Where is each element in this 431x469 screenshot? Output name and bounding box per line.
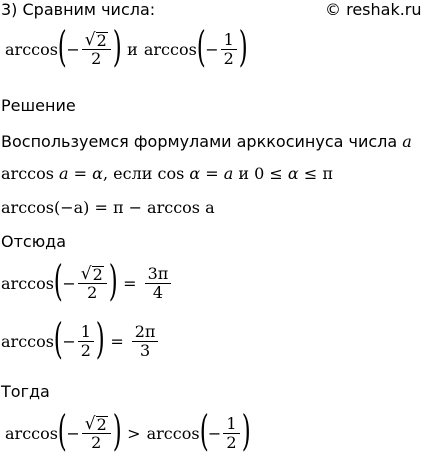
denominator: 4: [152, 282, 164, 302]
equals-sign: =: [110, 331, 124, 351]
variable-a: a: [223, 164, 234, 183]
numerator: 2π: [134, 321, 156, 341]
watermark: © reshak.ru: [325, 0, 422, 19]
minus-sign: −: [207, 423, 222, 443]
equation-2: [1, 314, 160, 363]
sqrt-expression: [82, 31, 111, 49]
final-inequality: [5, 406, 251, 455]
equation-1: [1, 256, 173, 305]
radical-sign: √: [84, 29, 96, 50]
variable-alpha: α: [287, 164, 299, 183]
condition-upper: ≤ π: [298, 164, 333, 183]
left-paren: (: [57, 22, 67, 71]
greater-than-sign: >: [127, 423, 141, 443]
fraction-1-over-2: [221, 31, 237, 68]
denominator: 2: [80, 340, 91, 360]
result-fraction-3pi-over-4: [145, 265, 172, 302]
hence-heading: Отсюда: [1, 232, 67, 251]
radical-sign: √: [84, 413, 96, 434]
formula-arccos-negative: arccos(−a) = π − arccos a: [1, 198, 215, 217]
fraction-1-over-2: [223, 415, 239, 452]
comparison-expression: [5, 22, 248, 71]
minus-sign: −: [66, 39, 80, 59]
left-paren: (: [196, 22, 206, 71]
denominator: 2: [91, 432, 102, 452]
right-paren: ): [238, 22, 248, 71]
solution-heading: Решение: [1, 96, 76, 115]
fraction-sqrt2-over-2: [78, 265, 107, 302]
variable-alpha: α: [92, 164, 103, 183]
fraction-1-over-2: [78, 323, 94, 360]
sqrt-expression: [82, 415, 111, 433]
denominator: 2: [223, 48, 234, 68]
arccos-label: arccos: [143, 39, 197, 59]
right-paren: ): [112, 22, 122, 71]
equals-sign: =: [123, 273, 137, 293]
definition-line: [1, 164, 333, 184]
radicand: 2: [96, 414, 107, 434]
intro-sentence: [1, 132, 412, 152]
denominator: 2: [87, 282, 98, 302]
arccos-label: arccos: [1, 331, 54, 351]
minus-sign: −: [205, 39, 219, 59]
numerator: 3π: [147, 263, 169, 283]
conjunction: и: [127, 39, 138, 59]
arccos-label: arccos: [5, 423, 58, 443]
denominator: 2: [226, 432, 237, 452]
arccos-label: arccos: [1, 164, 60, 183]
minus-sign: −: [62, 331, 76, 351]
left-paren: (: [53, 256, 63, 305]
left-paren: (: [57, 406, 67, 455]
condition-range: и 0 ≤: [233, 164, 288, 183]
numerator: 1: [226, 413, 237, 433]
fraction-sqrt2-over-2: [82, 415, 111, 452]
sqrt-expression: [78, 265, 107, 283]
task-title: 3) Сравним числа:: [1, 0, 156, 19]
radicand: 2: [92, 264, 103, 284]
denominator: 3: [139, 340, 151, 360]
result-fraction-2pi-over-3: [132, 323, 159, 360]
equals-sign: =: [200, 164, 224, 183]
right-paren: ): [108, 256, 118, 305]
radicand: 2: [96, 30, 107, 50]
radical-sign: √: [80, 263, 92, 284]
variable-a: a: [59, 164, 69, 183]
then-heading: Тогда: [1, 382, 50, 401]
right-paren: ): [95, 314, 105, 363]
arccos-label: arccos: [146, 423, 200, 443]
numerator: 1: [80, 321, 91, 341]
denominator: 2: [91, 48, 102, 68]
minus-sign: −: [62, 273, 76, 293]
minus-sign: −: [66, 423, 80, 443]
condition-text: , если cos: [102, 164, 190, 183]
right-paren: ): [112, 406, 122, 455]
equals-sign: =: [68, 164, 93, 183]
right-paren: ): [241, 406, 251, 455]
arccos-label: arccos: [5, 39, 58, 59]
variable-alpha: α: [189, 164, 201, 183]
variable-a: a: [402, 132, 412, 151]
numerator: 1: [223, 29, 234, 49]
left-paren: (: [199, 406, 209, 455]
intro-text: Воспользуемся формулами арккосинуса числа: [1, 132, 403, 151]
left-paren: (: [53, 314, 63, 363]
arccos-label: arccos: [1, 273, 54, 293]
fraction-sqrt2-over-2: [82, 31, 111, 68]
